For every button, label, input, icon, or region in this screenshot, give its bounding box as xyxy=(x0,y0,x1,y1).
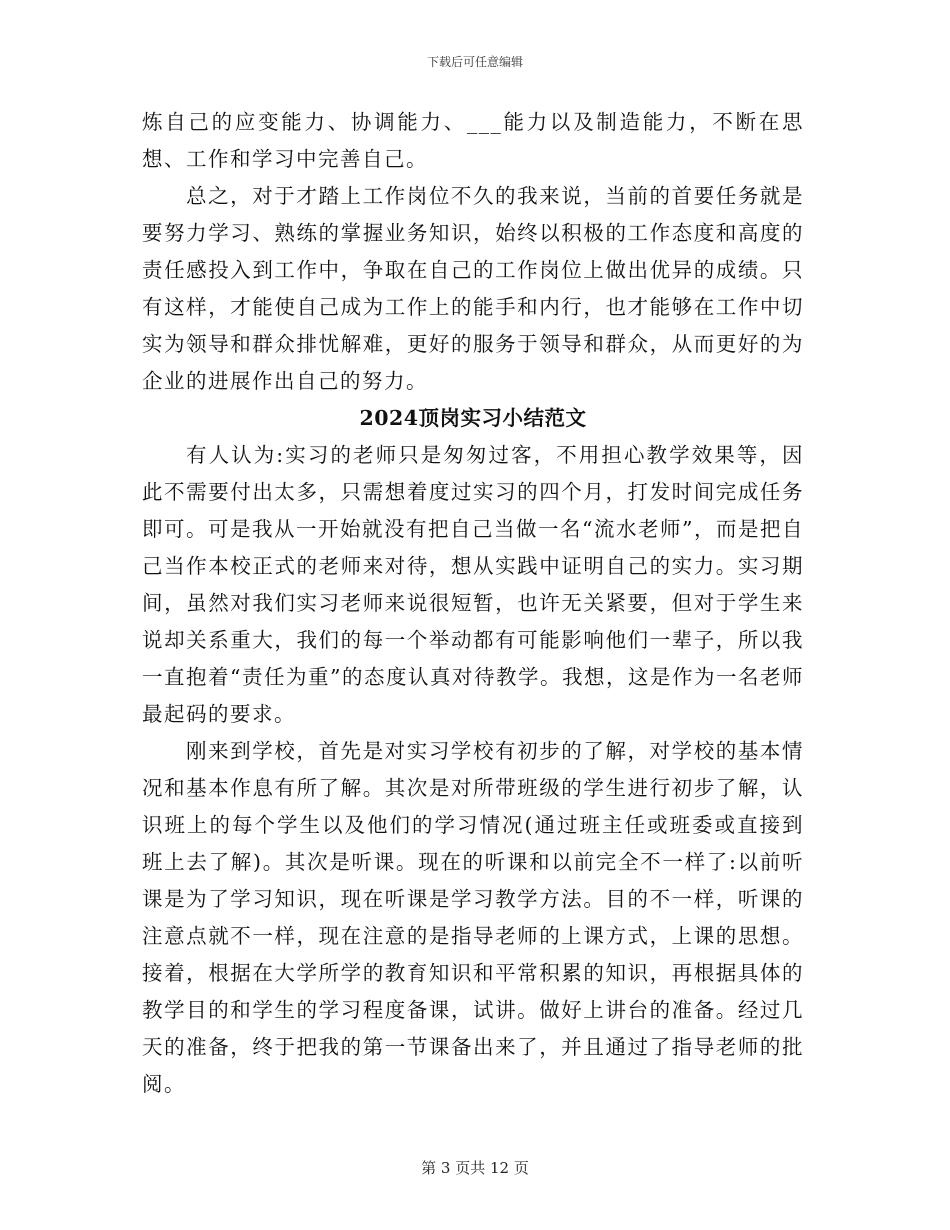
section-paragraph-1: 有人认为:实习的老师只是匆匆过客，不用担心教学效果等，因此不需要付出太多，只需想着度过实习的四个月，打发时间完成任务即可。可是我从一开始就没有把自己当做一名“流水老师”，而是把自己当作本校正式的老师来对待，想从实践中证明自己的实力。实习期间，虽然对我们实习老师来说很短暂，也许无关紧要，但对于学生来说却关系重大，我们的每一个举动都有可能影响他们一辈子，所以我一直抱着“责任为重”的态度认真对待教学。我想，这是作为一名老师最起码的要求。 xyxy=(142,443,804,726)
page-footer: 第 3 页共 12 页 xyxy=(421,1159,529,1177)
document-body xyxy=(142,104,804,1103)
section-title: 2024顶岗实习小结范文 xyxy=(359,406,587,430)
section-paragraph-2: 刚来到学校，首先是对实习学校有初步的了解，对学校的基本情况和基本作息有所了解。其次是对所带班级的学生进行初步了解，认识班上的每个学生以及他们的学习情况(通过班主任或班委或直接到班上去了解)。其次是听课。现在的听课和以前完全不一样了:以前听课是为了学习知识，现在听课是学习教学方法。目的不一样，听课的注意点就不一样，现在注意的是指导老师的上课方式，上课的思想。接着，根据在大学所学的教育知识和平常积累的知识，再根据具体的教学目的和学生的学习程度备课，试讲。做好上讲台的准备。经过几天的准备，终于把我的第一节课备出来了，并且通过了指导老师的批阅。 xyxy=(142,739,804,1096)
paragraph-continued: 炼自己的应变能力、协调能力、___能力以及制造能力，不断在思想、工作和学习中完善自己。 xyxy=(142,110,804,171)
page-header: 下载后可任意编辑 xyxy=(426,55,523,69)
paragraph-summary: 总之，对于才踏上工作岗位不久的我来说，当前的首要任务就是要努力学习、熟练的掌握业务知识，始终以积极的工作态度和高度的责任感投入到工作中，争取在自己的工作岗位上做出优异的成绩。只有这样，才能使自己成为工作上的能手和内行，也才能够在工作中切实为领导和群众排忧解难，更好的服务于领导和群众，从而更好的为企业的进展作出自己的努力。 xyxy=(142,184,804,393)
